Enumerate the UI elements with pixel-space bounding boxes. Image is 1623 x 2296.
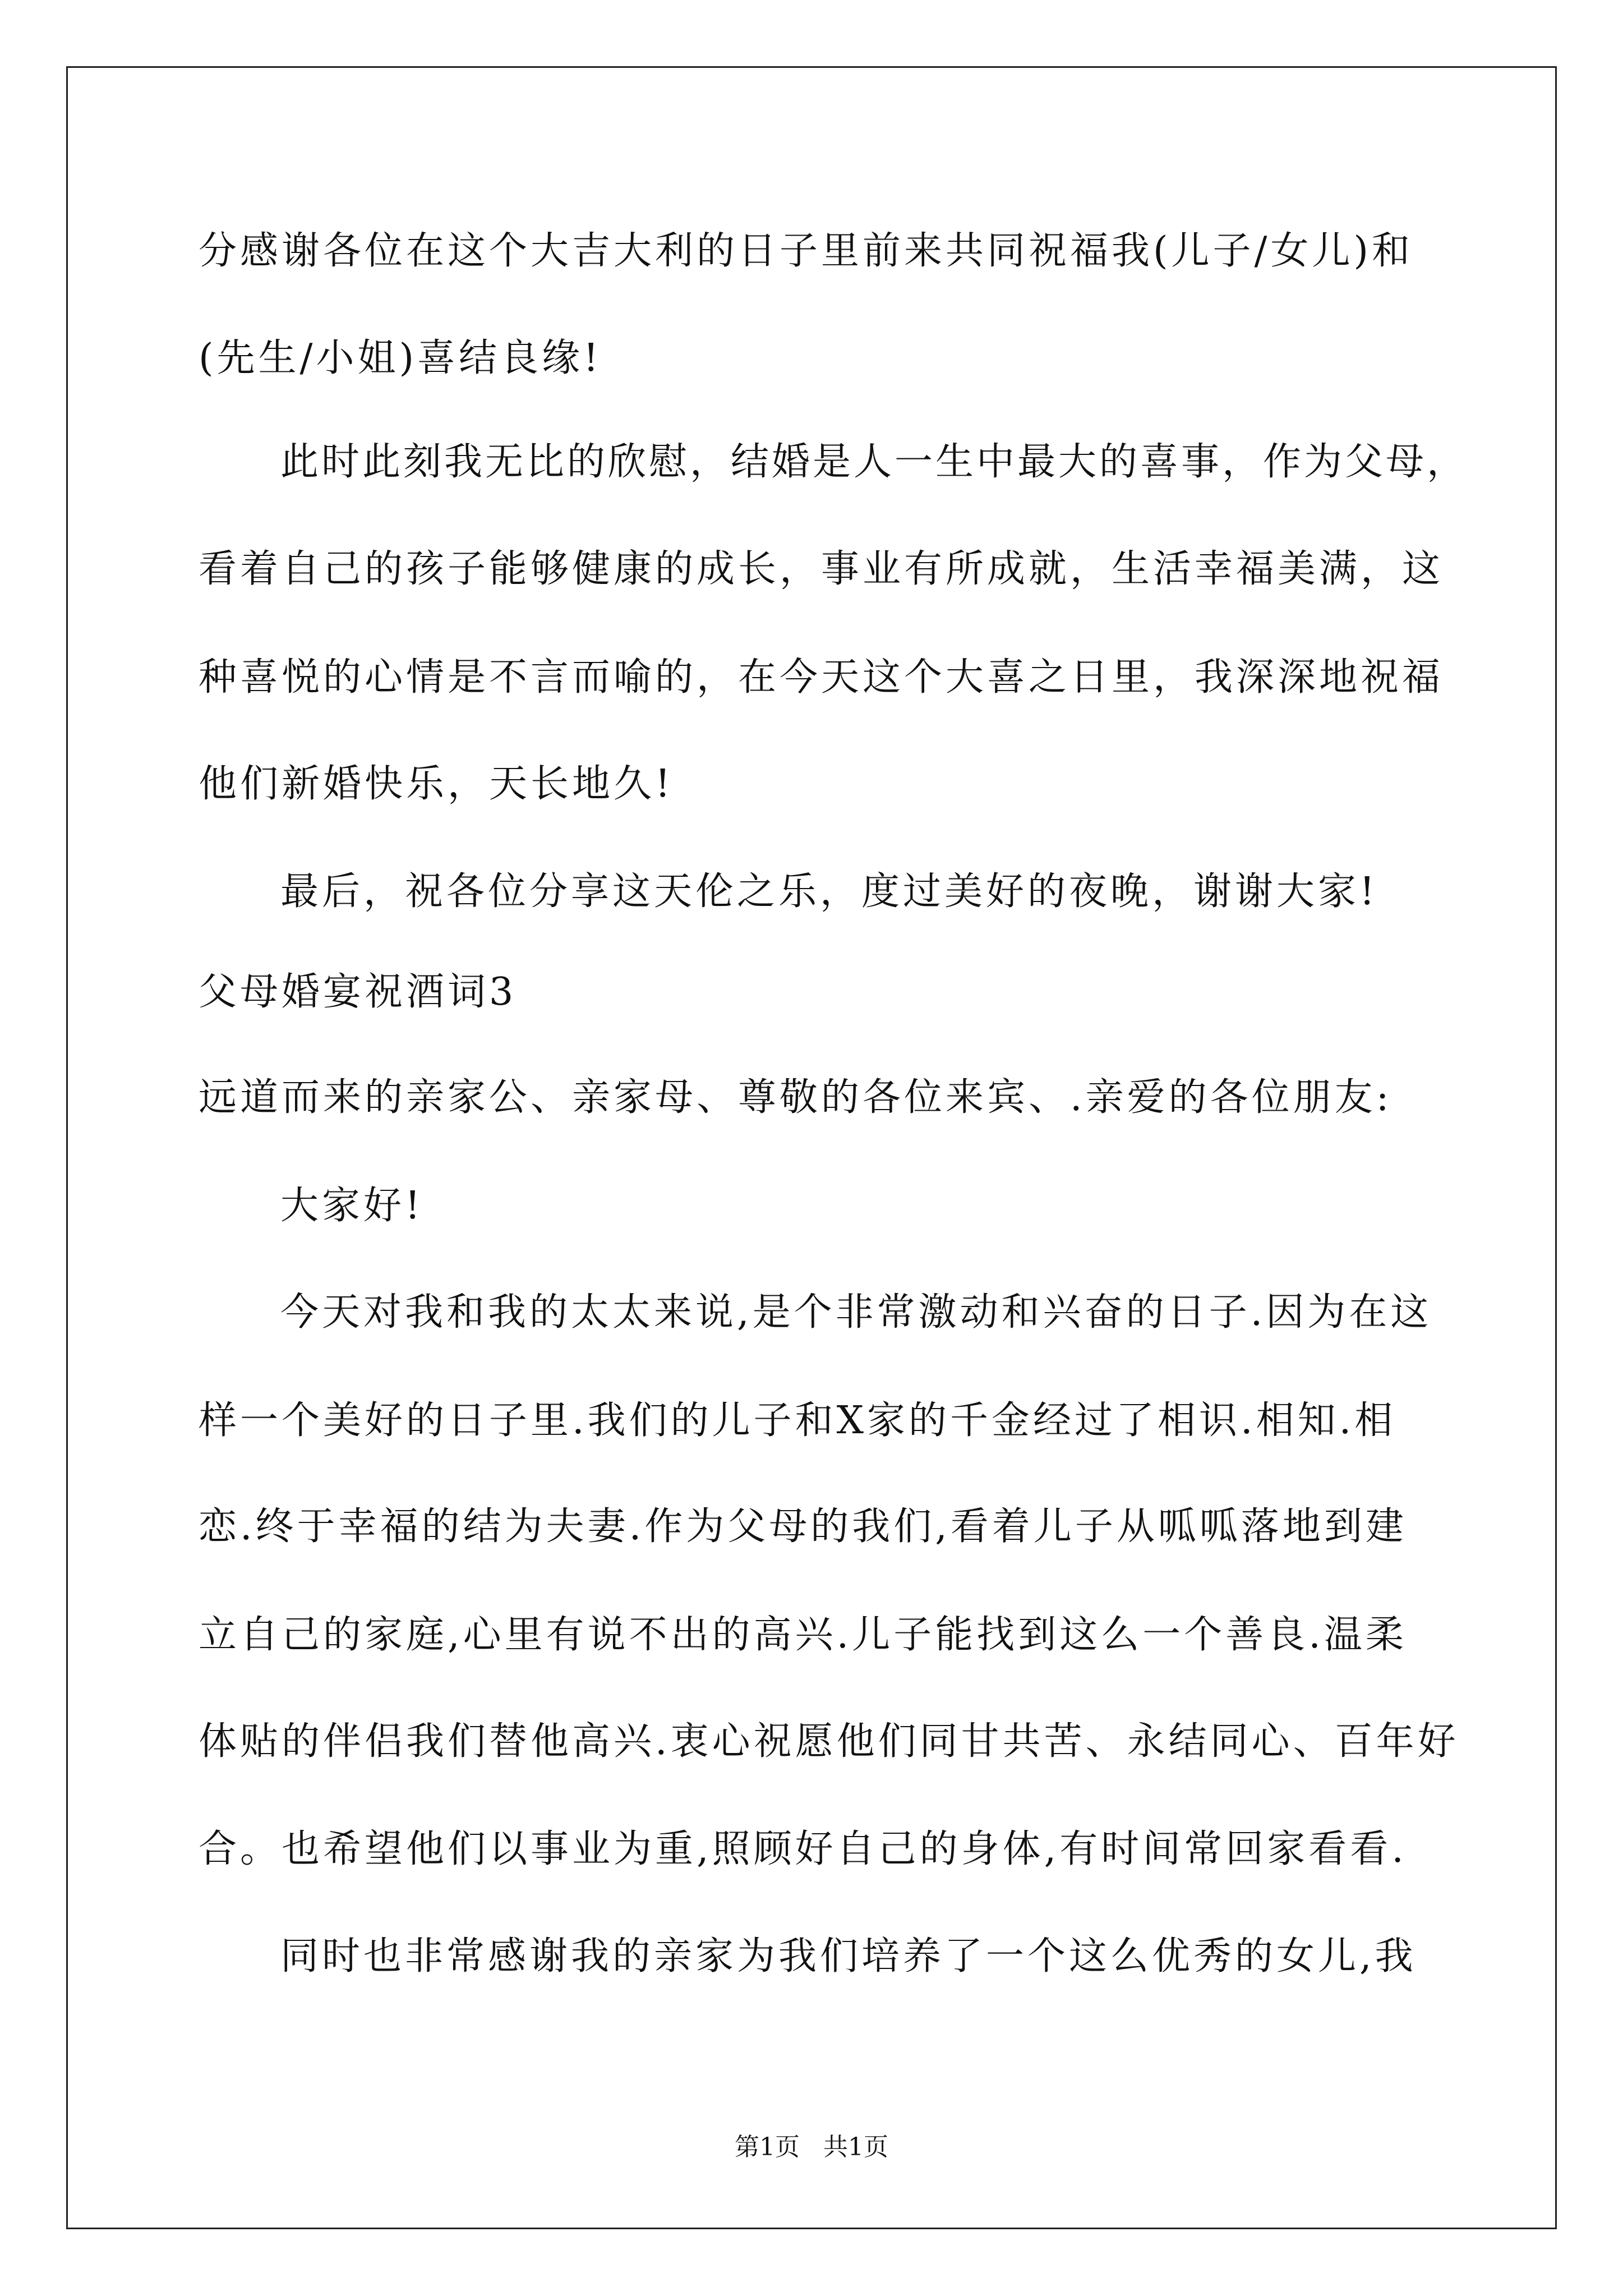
text-line: 同时也非常感谢我的亲家为我们培养了一个这么优秀的女儿,我 [280, 1934, 1417, 1978]
text-line: 最后，祝各位分享这天伦之乐，度过美好的夜晚，谢谢大家! [280, 869, 1378, 914]
text-line: 他们新婚快乐，天长地久! [199, 762, 674, 806]
text-line: 大家好! [280, 1184, 424, 1228]
section-heading: 父母婚宴祝酒词3 [199, 970, 517, 1014]
text-line: 此时此刻我无比的欣慰，结婚是人一生中最大的喜事，作为父母， [280, 440, 1468, 484]
text-line: (先生/小姐)喜结良缘! [199, 336, 602, 380]
text-line: 体贴的伴侣我们替他高兴.衷心祝愿他们同甘共苦、永结同心、百年好 [199, 1719, 1459, 1764]
text-line: 合。也希望他们以事业为重,照顾好自己的身体,有时间常回家看看. [199, 1827, 1407, 1871]
page-border [66, 66, 1557, 2229]
text-line: 看着自己的孩子能够健康的成长，事业有所成就，生活幸福美满，这 [199, 547, 1444, 591]
text-line: 样一个美好的日子里.我们的儿子和X家的千金经过了相识.相知.相 [199, 1398, 1396, 1443]
text-line: 分感谢各位在这个大吉大利的日子里前来共同祝福我(儿子/女儿)和 [199, 229, 1413, 273]
text-line: 今天对我和我的太太来说,是个非常激动和兴奋的日子.因为在这 [280, 1290, 1432, 1335]
text-line: 立自己的家庭,心里有说不出的高兴.儿子能找到这么一个善良.温柔 [199, 1613, 1407, 1657]
text-line: 远道而来的亲家公、亲家母、尊敬的各位来宾、.亲爱的各位朋友: [199, 1075, 1393, 1120]
text-line: 恋.终于幸福的结为夫妻.作为父母的我们,看着儿子从呱呱落地到建 [199, 1504, 1407, 1549]
page-footer: 第1页 共1页 [735, 2133, 888, 2161]
text-line: 种喜悦的心情是不言而喻的，在今天这个大喜之日里，我深深地祝福 [199, 655, 1444, 700]
